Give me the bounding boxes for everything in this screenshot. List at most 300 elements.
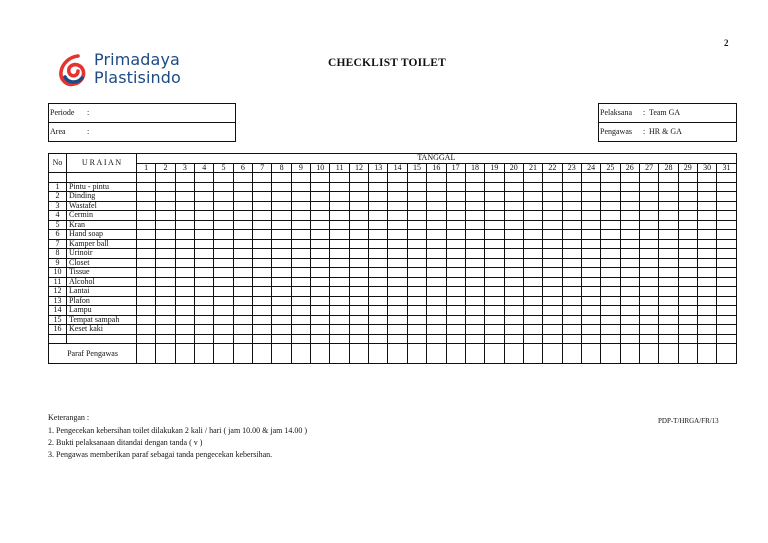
check-cell[interactable]: [543, 315, 562, 325]
check-cell[interactable]: [156, 211, 175, 221]
check-cell[interactable]: [446, 230, 465, 240]
check-cell[interactable]: [214, 268, 233, 278]
check-cell[interactable]: [465, 182, 484, 192]
check-cell[interactable]: [369, 220, 388, 230]
check-cell[interactable]: [407, 268, 426, 278]
check-cell[interactable]: [581, 287, 600, 297]
check-cell[interactable]: [543, 192, 562, 202]
check-cell[interactable]: [446, 315, 465, 325]
check-cell[interactable]: [446, 287, 465, 297]
check-cell[interactable]: [291, 268, 310, 278]
check-cell[interactable]: [214, 287, 233, 297]
check-cell[interactable]: [562, 220, 581, 230]
check-cell[interactable]: [485, 249, 504, 259]
check-cell[interactable]: [543, 249, 562, 259]
check-cell[interactable]: [175, 268, 194, 278]
check-cell[interactable]: [369, 315, 388, 325]
check-cell[interactable]: [446, 268, 465, 278]
check-cell[interactable]: [311, 182, 330, 192]
check-cell[interactable]: [523, 230, 542, 240]
check-cell[interactable]: [485, 268, 504, 278]
check-cell[interactable]: [272, 268, 291, 278]
check-cell[interactable]: [272, 325, 291, 335]
check-cell[interactable]: [620, 239, 639, 249]
check-cell[interactable]: [272, 239, 291, 249]
check-cell[interactable]: [175, 306, 194, 316]
check-cell[interactable]: [233, 230, 252, 240]
check-cell[interactable]: [330, 201, 349, 211]
check-cell[interactable]: [427, 325, 446, 335]
check-cell[interactable]: [717, 211, 736, 221]
check-cell[interactable]: [175, 220, 194, 230]
paraf-cell[interactable]: [504, 344, 523, 364]
check-cell[interactable]: [465, 287, 484, 297]
check-cell[interactable]: [195, 325, 214, 335]
check-cell[interactable]: [659, 192, 678, 202]
check-cell[interactable]: [485, 258, 504, 268]
check-cell[interactable]: [427, 315, 446, 325]
check-cell[interactable]: [601, 306, 620, 316]
check-cell[interactable]: [195, 296, 214, 306]
check-cell[interactable]: [311, 296, 330, 306]
check-cell[interactable]: [137, 268, 156, 278]
check-cell[interactable]: [601, 182, 620, 192]
check-cell[interactable]: [678, 287, 697, 297]
check-cell[interactable]: [446, 211, 465, 221]
check-cell[interactable]: [659, 277, 678, 287]
check-cell[interactable]: [620, 277, 639, 287]
check-cell[interactable]: [620, 192, 639, 202]
check-cell[interactable]: [407, 277, 426, 287]
check-cell[interactable]: [137, 258, 156, 268]
check-cell[interactable]: [543, 325, 562, 335]
check-cell[interactable]: [272, 277, 291, 287]
check-cell[interactable]: [601, 287, 620, 297]
check-cell[interactable]: [253, 230, 272, 240]
check-cell[interactable]: [678, 249, 697, 259]
check-cell[interactable]: [717, 306, 736, 316]
check-cell[interactable]: [697, 287, 716, 297]
check-cell[interactable]: [620, 325, 639, 335]
check-cell[interactable]: [214, 249, 233, 259]
check-cell[interactable]: [562, 306, 581, 316]
check-cell[interactable]: [388, 182, 407, 192]
check-cell[interactable]: [446, 258, 465, 268]
check-cell[interactable]: [485, 296, 504, 306]
check-cell[interactable]: [659, 306, 678, 316]
check-cell[interactable]: [156, 287, 175, 297]
check-cell[interactable]: [349, 211, 368, 221]
check-cell[interactable]: [175, 249, 194, 259]
check-cell[interactable]: [639, 182, 658, 192]
check-cell[interactable]: [330, 258, 349, 268]
check-cell[interactable]: [407, 192, 426, 202]
check-cell[interactable]: [311, 315, 330, 325]
check-cell[interactable]: [272, 211, 291, 221]
check-cell[interactable]: [407, 220, 426, 230]
check-cell[interactable]: [504, 277, 523, 287]
check-cell[interactable]: [349, 268, 368, 278]
check-cell[interactable]: [195, 211, 214, 221]
check-cell[interactable]: [156, 192, 175, 202]
check-cell[interactable]: [195, 192, 214, 202]
paraf-cell[interactable]: [659, 344, 678, 364]
check-cell[interactable]: [697, 239, 716, 249]
check-cell[interactable]: [137, 296, 156, 306]
check-cell[interactable]: [156, 182, 175, 192]
check-cell[interactable]: [291, 192, 310, 202]
check-cell[interactable]: [388, 325, 407, 335]
check-cell[interactable]: [195, 182, 214, 192]
check-cell[interactable]: [330, 325, 349, 335]
paraf-cell[interactable]: [330, 344, 349, 364]
check-cell[interactable]: [253, 211, 272, 221]
check-cell[interactable]: [543, 277, 562, 287]
check-cell[interactable]: [137, 182, 156, 192]
check-cell[interactable]: [407, 230, 426, 240]
check-cell[interactable]: [465, 230, 484, 240]
check-cell[interactable]: [523, 258, 542, 268]
check-cell[interactable]: [697, 306, 716, 316]
check-cell[interactable]: [639, 258, 658, 268]
check-cell[interactable]: [214, 277, 233, 287]
check-cell[interactable]: [195, 315, 214, 325]
paraf-cell[interactable]: [388, 344, 407, 364]
check-cell[interactable]: [253, 220, 272, 230]
check-cell[interactable]: [388, 201, 407, 211]
check-cell[interactable]: [543, 258, 562, 268]
check-cell[interactable]: [195, 268, 214, 278]
check-cell[interactable]: [349, 296, 368, 306]
check-cell[interactable]: [311, 325, 330, 335]
check-cell[interactable]: [543, 182, 562, 192]
check-cell[interactable]: [175, 192, 194, 202]
paraf-cell[interactable]: [620, 344, 639, 364]
check-cell[interactable]: [678, 239, 697, 249]
check-cell[interactable]: [697, 249, 716, 259]
check-cell[interactable]: [330, 220, 349, 230]
check-cell[interactable]: [581, 306, 600, 316]
check-cell[interactable]: [272, 220, 291, 230]
check-cell[interactable]: [446, 277, 465, 287]
check-cell[interactable]: [543, 296, 562, 306]
check-cell[interactable]: [214, 201, 233, 211]
check-cell[interactable]: [272, 296, 291, 306]
check-cell[interactable]: [233, 315, 252, 325]
check-cell[interactable]: [137, 211, 156, 221]
check-cell[interactable]: [214, 211, 233, 221]
check-cell[interactable]: [659, 325, 678, 335]
check-cell[interactable]: [291, 315, 310, 325]
check-cell[interactable]: [233, 201, 252, 211]
check-cell[interactable]: [330, 249, 349, 259]
check-cell[interactable]: [543, 220, 562, 230]
check-cell[interactable]: [195, 230, 214, 240]
check-cell[interactable]: [388, 287, 407, 297]
check-cell[interactable]: [291, 249, 310, 259]
check-cell[interactable]: [137, 306, 156, 316]
check-cell[interactable]: [485, 306, 504, 316]
check-cell[interactable]: [717, 325, 736, 335]
check-cell[interactable]: [137, 192, 156, 202]
check-cell[interactable]: [214, 296, 233, 306]
check-cell[interactable]: [388, 239, 407, 249]
check-cell[interactable]: [446, 325, 465, 335]
check-cell[interactable]: [369, 325, 388, 335]
check-cell[interactable]: [311, 220, 330, 230]
check-cell[interactable]: [465, 315, 484, 325]
check-cell[interactable]: [678, 268, 697, 278]
check-cell[interactable]: [717, 315, 736, 325]
check-cell[interactable]: [291, 239, 310, 249]
check-cell[interactable]: [233, 258, 252, 268]
check-cell[interactable]: [446, 192, 465, 202]
check-cell[interactable]: [369, 306, 388, 316]
check-cell[interactable]: [330, 239, 349, 249]
check-cell[interactable]: [311, 249, 330, 259]
check-cell[interactable]: [291, 287, 310, 297]
check-cell[interactable]: [678, 220, 697, 230]
check-cell[interactable]: [137, 220, 156, 230]
check-cell[interactable]: [427, 211, 446, 221]
check-cell[interactable]: [504, 182, 523, 192]
check-cell[interactable]: [523, 315, 542, 325]
check-cell[interactable]: [485, 230, 504, 240]
check-cell[interactable]: [369, 201, 388, 211]
check-cell[interactable]: [562, 201, 581, 211]
paraf-cell[interactable]: [697, 344, 716, 364]
check-cell[interactable]: [543, 211, 562, 221]
check-cell[interactable]: [330, 230, 349, 240]
check-cell[interactable]: [330, 211, 349, 221]
check-cell[interactable]: [678, 258, 697, 268]
check-cell[interactable]: [407, 201, 426, 211]
check-cell[interactable]: [214, 192, 233, 202]
check-cell[interactable]: [349, 325, 368, 335]
check-cell[interactable]: [504, 268, 523, 278]
check-cell[interactable]: [697, 192, 716, 202]
check-cell[interactable]: [369, 239, 388, 249]
check-cell[interactable]: [407, 325, 426, 335]
check-cell[interactable]: [485, 182, 504, 192]
check-cell[interactable]: [523, 325, 542, 335]
check-cell[interactable]: [678, 192, 697, 202]
check-cell[interactable]: [697, 268, 716, 278]
check-cell[interactable]: [388, 315, 407, 325]
check-cell[interactable]: [581, 277, 600, 287]
check-cell[interactable]: [427, 258, 446, 268]
paraf-cell[interactable]: [678, 344, 697, 364]
check-cell[interactable]: [311, 258, 330, 268]
check-cell[interactable]: [504, 315, 523, 325]
check-cell[interactable]: [639, 201, 658, 211]
check-cell[interactable]: [253, 201, 272, 211]
check-cell[interactable]: [291, 230, 310, 240]
check-cell[interactable]: [504, 258, 523, 268]
check-cell[interactable]: [330, 277, 349, 287]
check-cell[interactable]: [485, 277, 504, 287]
check-cell[interactable]: [195, 201, 214, 211]
check-cell[interactable]: [253, 325, 272, 335]
check-cell[interactable]: [523, 192, 542, 202]
check-cell[interactable]: [620, 201, 639, 211]
check-cell[interactable]: [562, 315, 581, 325]
check-cell[interactable]: [272, 258, 291, 268]
check-cell[interactable]: [369, 182, 388, 192]
check-cell[interactable]: [388, 296, 407, 306]
check-cell[interactable]: [620, 258, 639, 268]
check-cell[interactable]: [717, 287, 736, 297]
check-cell[interactable]: [369, 296, 388, 306]
check-cell[interactable]: [233, 192, 252, 202]
check-cell[interactable]: [581, 230, 600, 240]
check-cell[interactable]: [659, 230, 678, 240]
check-cell[interactable]: [349, 182, 368, 192]
check-cell[interactable]: [523, 239, 542, 249]
check-cell[interactable]: [272, 287, 291, 297]
check-cell[interactable]: [504, 220, 523, 230]
check-cell[interactable]: [137, 325, 156, 335]
check-cell[interactable]: [678, 182, 697, 192]
check-cell[interactable]: [388, 249, 407, 259]
check-cell[interactable]: [291, 211, 310, 221]
check-cell[interactable]: [349, 249, 368, 259]
check-cell[interactable]: [504, 296, 523, 306]
check-cell[interactable]: [678, 230, 697, 240]
check-cell[interactable]: [659, 182, 678, 192]
check-cell[interactable]: [214, 230, 233, 240]
check-cell[interactable]: [446, 201, 465, 211]
check-cell[interactable]: [427, 230, 446, 240]
check-cell[interactable]: [369, 277, 388, 287]
check-cell[interactable]: [156, 306, 175, 316]
check-cell[interactable]: [620, 315, 639, 325]
check-cell[interactable]: [562, 211, 581, 221]
check-cell[interactable]: [659, 239, 678, 249]
check-cell[interactable]: [504, 325, 523, 335]
check-cell[interactable]: [601, 315, 620, 325]
check-cell[interactable]: [639, 287, 658, 297]
check-cell[interactable]: [233, 296, 252, 306]
check-cell[interactable]: [233, 182, 252, 192]
check-cell[interactable]: [175, 211, 194, 221]
check-cell[interactable]: [581, 201, 600, 211]
check-cell[interactable]: [156, 230, 175, 240]
check-cell[interactable]: [369, 258, 388, 268]
check-cell[interactable]: [697, 211, 716, 221]
check-cell[interactable]: [581, 192, 600, 202]
check-cell[interactable]: [291, 182, 310, 192]
check-cell[interactable]: [717, 192, 736, 202]
check-cell[interactable]: [659, 220, 678, 230]
check-cell[interactable]: [697, 315, 716, 325]
check-cell[interactable]: [407, 306, 426, 316]
check-cell[interactable]: [543, 306, 562, 316]
check-cell[interactable]: [678, 296, 697, 306]
paraf-cell[interactable]: [214, 344, 233, 364]
check-cell[interactable]: [156, 268, 175, 278]
check-cell[interactable]: [446, 249, 465, 259]
check-cell[interactable]: [485, 201, 504, 211]
check-cell[interactable]: [427, 192, 446, 202]
check-cell[interactable]: [523, 182, 542, 192]
check-cell[interactable]: [697, 230, 716, 240]
check-cell[interactable]: [523, 296, 542, 306]
check-cell[interactable]: [291, 277, 310, 287]
paraf-cell[interactable]: [639, 344, 658, 364]
check-cell[interactable]: [388, 268, 407, 278]
check-cell[interactable]: [659, 258, 678, 268]
check-cell[interactable]: [156, 239, 175, 249]
check-cell[interactable]: [601, 239, 620, 249]
check-cell[interactable]: [562, 287, 581, 297]
check-cell[interactable]: [156, 220, 175, 230]
check-cell[interactable]: [465, 296, 484, 306]
check-cell[interactable]: [620, 296, 639, 306]
check-cell[interactable]: [388, 211, 407, 221]
check-cell[interactable]: [311, 201, 330, 211]
check-cell[interactable]: [601, 192, 620, 202]
check-cell[interactable]: [137, 239, 156, 249]
check-cell[interactable]: [156, 201, 175, 211]
paraf-cell[interactable]: [156, 344, 175, 364]
check-cell[interactable]: [175, 182, 194, 192]
check-cell[interactable]: [465, 211, 484, 221]
check-cell[interactable]: [639, 296, 658, 306]
check-cell[interactable]: [195, 220, 214, 230]
check-cell[interactable]: [581, 211, 600, 221]
check-cell[interactable]: [272, 306, 291, 316]
check-cell[interactable]: [369, 249, 388, 259]
check-cell[interactable]: [639, 268, 658, 278]
check-cell[interactable]: [717, 258, 736, 268]
paraf-cell[interactable]: [369, 344, 388, 364]
check-cell[interactable]: [349, 192, 368, 202]
check-cell[interactable]: [717, 220, 736, 230]
check-cell[interactable]: [601, 277, 620, 287]
paraf-cell[interactable]: [175, 344, 194, 364]
check-cell[interactable]: [717, 268, 736, 278]
check-cell[interactable]: [465, 201, 484, 211]
check-cell[interactable]: [562, 249, 581, 259]
check-cell[interactable]: [195, 287, 214, 297]
check-cell[interactable]: [233, 287, 252, 297]
check-cell[interactable]: [253, 287, 272, 297]
check-cell[interactable]: [253, 296, 272, 306]
check-cell[interactable]: [427, 249, 446, 259]
check-cell[interactable]: [349, 315, 368, 325]
check-cell[interactable]: [465, 258, 484, 268]
check-cell[interactable]: [523, 277, 542, 287]
check-cell[interactable]: [562, 258, 581, 268]
check-cell[interactable]: [388, 230, 407, 240]
check-cell[interactable]: [678, 315, 697, 325]
check-cell[interactable]: [485, 220, 504, 230]
check-cell[interactable]: [581, 315, 600, 325]
check-cell[interactable]: [678, 277, 697, 287]
check-cell[interactable]: [330, 306, 349, 316]
check-cell[interactable]: [639, 220, 658, 230]
check-cell[interactable]: [562, 239, 581, 249]
check-cell[interactable]: [291, 306, 310, 316]
check-cell[interactable]: [369, 192, 388, 202]
check-cell[interactable]: [407, 315, 426, 325]
check-cell[interactable]: [581, 268, 600, 278]
check-cell[interactable]: [659, 315, 678, 325]
check-cell[interactable]: [214, 220, 233, 230]
check-cell[interactable]: [639, 277, 658, 287]
check-cell[interactable]: [253, 192, 272, 202]
